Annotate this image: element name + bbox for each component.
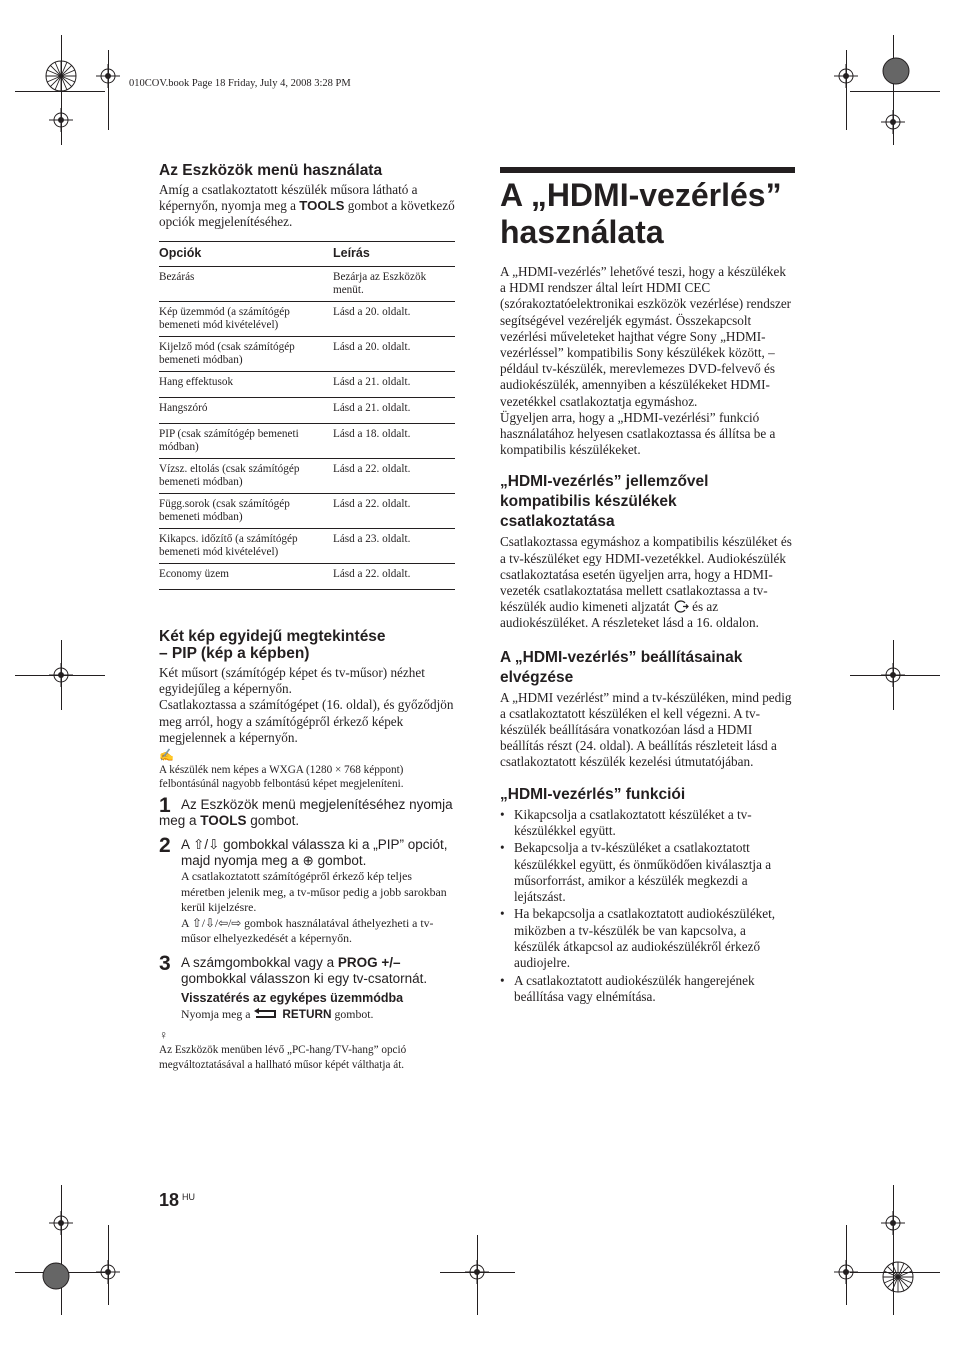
registration-crosshair-icon [834,64,858,88]
table-row [159,493,455,528]
option-name-cell: Függ.sorok (csak számítógép bemeneti módban) [159,493,333,528]
option-description-cell: Lásd a 23. oldalt. [333,528,455,563]
intro-paragraph: A „HDMI-vezérlés” lehetővé teszi, hogy a készülékek a HDMI rendszer által leírt HDMI CEC (szórakoztatóelektronikai eszközök vezérlése) rendszer segítségével vezéreljék egymást. Összekapcsolt vezérlési műveleteket hajthat végre Sony „HDMI-vezérléssel” kompatibilis Sony készülékek között, – például tv-készülék, merevlemezes DVD-felvevő és audiokészülék, amennyiben a készülékeket HDMI-vezetékkel csatlakoztatja egymáshoz. [500,264,792,409]
list-item: • Ha bekapcsolja a csatlakoztatott audiokészüléket, miközben a tv-készülék be van kapcsolva, a készülék átkapcsol az audiokészülékről érkező audiojelre. [514,906,795,971]
section-text-part: és az audiokészüléket. A részleteket lásd a 16. oldalon. [500,599,759,631]
option-name-cell: Kijelző mód (csak számítógép bemeneti módban) [159,336,333,371]
crop-line [61,1185,62,1315]
step-subtext [181,1007,455,1023]
intro-text: gombot a következő opciók megjelenítéséhez. [159,198,455,230]
page-number [159,1190,195,1211]
table-row [159,458,455,493]
step-text-part: gombot. [246,813,300,829]
table-row [159,423,455,458]
note-text: A készülék nem képes a WXGA (1280 × 768 képpont) felbontásúnál nagyobb felbontású képet megjeleníteni. [159,764,404,791]
option-description-cell: Lásd a 22. oldalt. [333,458,455,493]
section-title: „HDMI-vezérlés” jellemzővel kompatibilis készülékek csatlakoztatása [500,473,709,531]
registration-color-patch-icon [880,55,912,87]
option-description-cell: Lásd a 21. oldalt. [333,397,455,423]
section-text [500,534,795,631]
audio-out-icon [673,599,689,615]
option-description-cell: Lásd a 18. oldalt. [333,423,455,458]
registration-crosshair-icon [49,108,73,132]
section-title: A „HDMI-vezérlés” beállításainak elvégzése [500,648,743,686]
page-number-value: 18 [159,1190,180,1210]
return-icon [253,1007,279,1023]
option-description-cell: Lásd a 20. oldalt. [333,301,455,336]
step-subtext-part: Nyomja meg a [181,1006,254,1021]
registration-crosshair-icon [834,1260,858,1284]
step-number: 2 [159,834,171,858]
return-button-label: RETURN [282,1006,332,1021]
file-info-header: 010COV.book Page 18 Friday, July 4, 2008 3:28 PM [129,78,351,89]
registration-color-patch-icon [40,1260,72,1292]
step-number: 1 [159,794,171,818]
registration-crosshair-icon [96,1260,120,1284]
tools-section [159,162,455,590]
step-text-part: gombokkal válasszon ki egy tv-csatornát. [181,970,428,986]
option-name-cell: Hangszóró [159,397,333,423]
table-row [159,528,455,563]
tip-icon: ♀ [159,1028,168,1043]
table-header-options: Opciók [159,241,333,266]
crop-line [108,50,109,130]
list-item: • Bekapcsolja a tv-készüléket a csatlakoztatott készülékkel együtt, és önműködően kiválasztja a műsorforrást, amikor a készülék megkezdi a lejátszást. [514,840,795,905]
note-icon: ✍ [159,748,174,763]
registration-crosshair-icon [96,64,120,88]
option-name-cell: Economy üzem [159,563,333,589]
registration-crosshair-icon [49,663,73,687]
registration-sun-mark-icon [877,1256,919,1298]
table-row [159,266,455,301]
hdmi-section [500,177,795,1006]
intro-text: Amíg a csatlakoztatott készülék műsora látható a képernyőn, nyomja meg a [159,182,418,214]
section-title: Az Eszközök menü használata [159,162,383,179]
functions-list [500,807,795,1006]
crop-line [850,91,940,92]
section-text-part: Csatlakoztassa egymáshoz a kompatibilis készüléket és a tv-készüléket egy HDMI-vezetékkel. Audiokészülék csatlakoztatása esetén ügyeljen arra, hogy a HDMI-vezeték csatlakoztatása mellett csatlakoztassa a tv-készülék audio kimeneti aljzatát [500,534,792,615]
pip-paragraph: Két műsort (számítógép képet és tv-műsor) nézhet egyidejűleg a képernyőn. [159,665,425,697]
step-3 [159,951,455,1023]
pip-paragraph: Csatlakoztassa a számítógépet (16. oldal), és győződjön meg arról, hogy a számítógépről érkező képek megjelennek a képernyőn. [159,697,454,745]
section-title-line: – PIP (kép a képben) [159,645,310,662]
table-row [159,336,455,371]
table-row [159,301,455,336]
page-title [500,177,795,251]
option-description-cell: Lásd a 21. oldalt. [333,371,455,397]
registration-sun-mark-icon [40,55,82,97]
option-name-cell: Hang effektusok [159,371,333,397]
registration-crosshair-icon [881,110,905,134]
options-table [159,241,455,590]
step-number: 3 [159,951,171,975]
page-title-line: A „HDMI-vezérlés” [500,177,782,213]
step-text [159,797,455,829]
title-rule [500,167,795,173]
table-header-row [159,241,455,266]
option-name-cell: Vízsz. eltolás (csak számítógép bemeneti módban) [159,458,333,493]
crop-line [846,50,847,130]
registration-crosshair-icon [881,1211,905,1235]
step-subtext: A ⇧/⇩/⇦/⇨ gombok használatával áthelyezheti a tv-műsor elhelyezkedését a képernyőn. [181,915,434,946]
pip-section [159,628,455,1072]
step-subtext: A csatlakoztatott számítógépről érkező kép teljes méretben jelenik meg, a tv-műsor pedig a jobb sarokban kerül kijelzésre. [181,869,447,915]
option-description-cell: Lásd a 22. oldalt. [333,563,455,589]
option-name-cell: Bezárás [159,266,333,301]
table-row [159,397,455,423]
section-title-line: Két kép egyidejű megtekintése [159,628,386,645]
intro-paragraph: Ügyeljen arra, hogy a „HDMI-vezérlési” funkció használatához helyesen csatlakoztassa és állítsa be a kompatibilis készülékeket. [500,409,776,458]
step-text-part: Az Eszközök menü megjelenítéséhez nyomja meg a [159,797,453,829]
page-title-line: használata [500,214,664,250]
option-description-cell: Lásd a 20. oldalt. [333,336,455,371]
step-subtitle: Visszatérés az egyképes üzemmódba [181,990,404,1005]
option-name-cell: PIP (csak számítógép bemeneti módban) [159,423,333,458]
option-name-cell: Kép üzemmód (a számítógép bemeneti mód kivételével) [159,301,333,336]
step-text: A ⇧/⇩ gombokkal válassza ki a „PIP” opciót, majd nyomja meg a ⊕ gombot. [181,837,448,869]
list-item: • Kikapcsolja a csatlakoztatott készüléket a tv-készülékkel együtt. [514,807,795,840]
tip-text: Az Eszközök menüben lévő „PC-hang/TV-hang” opció megváltoztatásával a hallható műsor képét válthatja át. [159,1044,407,1071]
prog-button-label: PROG +/– [337,954,401,970]
option-description-cell: Lásd a 22. oldalt. [333,493,455,528]
registration-crosshair-icon [49,1211,73,1235]
option-name-cell: Kikapcs. időzítő (a számítógép bemeneti mód kivételével) [159,528,333,563]
step-2 [159,834,455,947]
registration-crosshair-icon [465,1260,489,1284]
section-title [159,628,455,662]
table-header-description: Leírás [333,241,455,266]
table-row [159,563,455,589]
tools-button-label: TOOLS [299,198,345,214]
registration-crosshair-icon [881,663,905,687]
section-intro [159,182,455,231]
step-1 [159,794,455,829]
list-item: • A csatlakoztatott audiokészülék hangerejének beállítása vagy elnémítása. [514,973,795,1006]
section-title: „HDMI-vezérlés” funkciói [500,785,686,803]
option-description-cell: Bezárja az Eszközök menüt. [333,266,455,301]
language-code: HU [182,1192,196,1202]
step-text-part: A számgombokkal vagy a [181,954,338,970]
step-subtext-part: gombot. [331,1006,374,1021]
step-text [181,955,455,987]
section-text: A „HDMI vezérlést” mind a tv-készüléken, mind pedig a csatlakoztatott készüléken el kell végezni. A tv-készülék beállítására vonatkozóan lásd a HDMI beállítás részt (24. oldal). A beállítás részleteit lásd a csatlakoztatott készülék kezelési útmutatójában. [500,689,792,770]
tools-button-label: TOOLS [200,813,247,829]
table-row [159,371,455,397]
